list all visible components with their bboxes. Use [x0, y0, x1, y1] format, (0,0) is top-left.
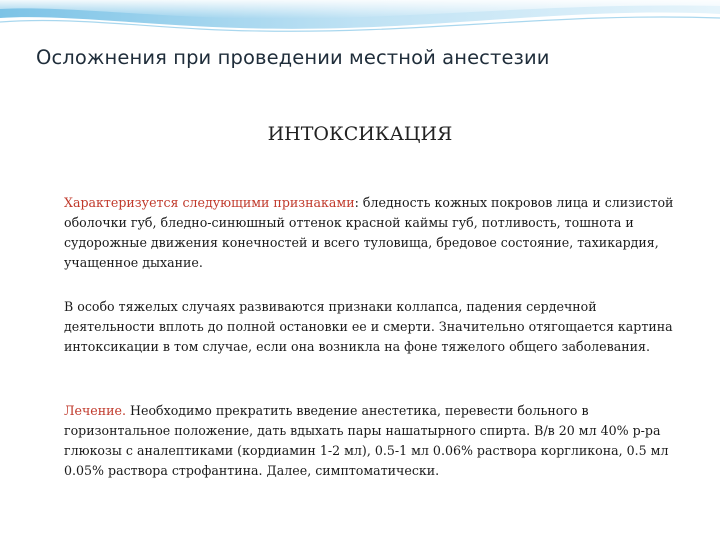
- treatment-text: Необходимо прекратить введение анестетика, перевести больного в горизонтальное положение, дать вдыхать пары нашатырного спирта. В/в 20 мл 40% р-ра глюкозы с аналептиками (кордиамин 1-2 мл), 0.5-1 мл 0.06% раствора коргликона, 0.5 мл 0.05% раствора строфантина. Далее, симптоматически.: [64, 403, 669, 478]
- paragraph-treatment: [64, 401, 676, 481]
- slide-title: Осложнения при проведении местной анестезии: [36, 46, 550, 69]
- paragraph-symptoms: [64, 193, 676, 273]
- header-wave-decoration: [0, 0, 720, 40]
- paragraph-severe-cases: [64, 297, 676, 357]
- severe-cases-text: В особо тяжелых случаях развиваются признаки коллапса, падения сердечной деятельности вплоть до полной остановки ее и смерти. Значительно отягощается картина интоксикации в том случае, если она возникла на фоне тяжелого общего заболевания.: [64, 299, 673, 354]
- symptoms-lead: Характеризуется следующими признаками: [64, 195, 355, 210]
- symptoms-text: : бледность кожных покровов лица и слизистой оболочки губ, бледно-синюшный оттенок красной каймы губ, потливость, тошнота и судорожные движения конечностей и всего туловища, бредовое состояние, тахикардия, учащенное дыхание.: [64, 195, 674, 270]
- section-heading: ИНТОКСИКАЦИЯ: [267, 123, 453, 145]
- treatment-lead: Лечение.: [64, 403, 126, 418]
